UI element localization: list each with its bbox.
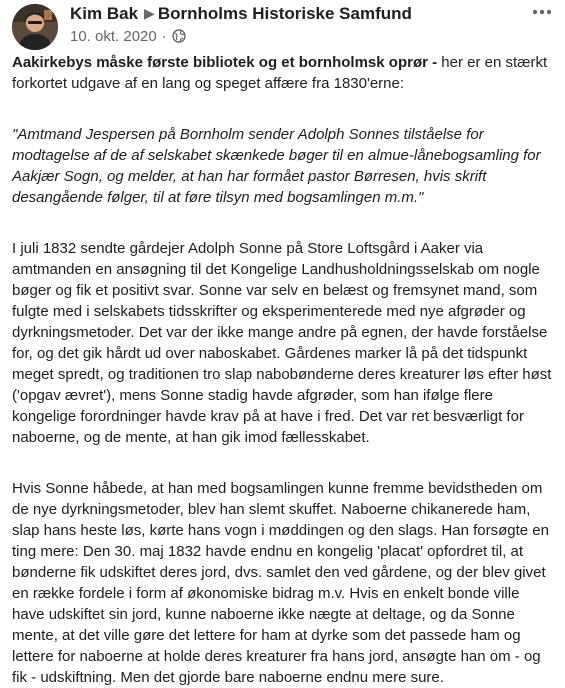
post-content — [12, 52, 556, 688]
post-intro — [12, 52, 556, 94]
meta-separator: · — [161, 28, 167, 45]
post-title: Aakirkebys måske første bibliotek og et bornholmsk oprør - — [12, 54, 438, 71]
more-dots-icon[interactable] — [531, 4, 553, 20]
post-header — [12, 2, 557, 48]
post-quote: "Amtmand Jespersen på Bornholm sender Adolph Sonnes tilståelse for modtagelse af de af selskabet skænkede bøger til en almue-lånebogsamling for Aakjær Sogn, og melder, at han har formået pastor Børresen, hvis skrift desangående følger, til at føre tilsyn med bogsamlingen m.m." — [12, 126, 541, 206]
globe-icon — [172, 29, 186, 47]
avatar-image — [12, 4, 58, 50]
post-paragraph-2: Hvis Sonne håbede, at han med bogsamlingen kunne fremme bevidstheden om de nye dyrkningsmetoder, blev han slemt skuffet. Naboerne chikanerede ham, slap hans heste løs, kørte hans vogn i møddingen og den slags. Han forsøgte en ting mere: Den 30. maj 1832 havde endnu en kongelig 'placat' opfordret til, at bønderne fik udskiftet deres jord, dvs. samlet den ved gårdene, og der blev givet en række fordele i form af økonomiske bidrag m.v. Hvis en enkelt bonde ville have udskiftet sin jord, kunne naboerne ikke nægte at deltage, og da Sonne mente, at det ville gøre det lettere for ham at dyrke som det passede ham og lettere for naboerne at holde deres kreaturer fra hans jord, ansøgte han om - og fik - udskiftning. Men det gjorde bare naboerne endnu mere sure. — [12, 480, 549, 686]
author-line — [70, 4, 412, 24]
author-avatar[interactable] — [12, 4, 58, 50]
post-meta — [70, 28, 186, 47]
group-name[interactable]: Bornholms Historiske Samfund — [157, 4, 412, 23]
author-name[interactable]: Kim Bak — [70, 4, 139, 23]
post-date[interactable]: 10. okt. 2020 — [70, 28, 157, 45]
post-paragraph-1: I juli 1832 sendte gårdejer Adolph Sonne på Store Loftsgård i Aaker via amtmanden en ansøgning til det Kongelige Landhusholdningsselskab om nogle bøger og fik et positivt svar. Sonne var selv en belæst og fremsynet mand, som fulgte med i selskabets tidsskrifter og eksperimenterede med nye afgrøder og dyrkningsmetoder. Det var der ikke mange andre på egnen, der havde forståelse for, og det gik hårdt ud over naboskabet. Gårdenes marker lå på det tidspunkt meget spredt, og traditionen tro slap nabobønderne deres kreaturer løs efter høst ('opgav ævret'), mens Sonne stadig havde afgrøder, som han ifølge flere kongelige forordninger havde krav på at have i fred. Det var ret besværligt for naboerne, og de mente, at han gik imod fællesskabet. — [12, 240, 552, 446]
post-intro-text: her er en stærkt forkortet udgave af en lang og speget affære fra 1830'erne: — [12, 54, 548, 92]
arrow-right-icon: ▶ — [144, 5, 155, 21]
